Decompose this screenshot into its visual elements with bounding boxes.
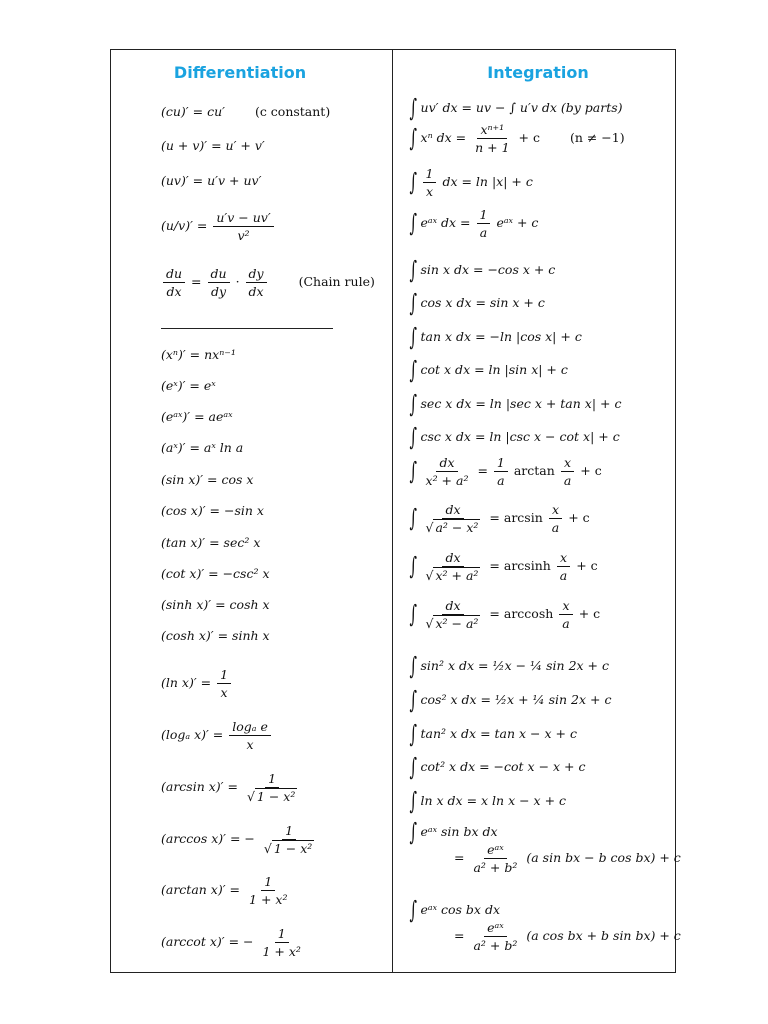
deriv-tan: (tan x)′ = sec² x	[161, 535, 261, 550]
integral-exp-cos-header: ∫ eᵃˣ cos bx dx	[409, 896, 501, 924]
integral-arcsin: ∫ $\frac{dx}{\text{√ a² − x²}}$ = arcsin $\frac{x}{a}$ + c	[409, 502, 590, 535]
differentiation-heading: Differentiation	[173, 63, 307, 82]
deriv-exp-ax: (eᵃˣ)′ = aeᵃˣ	[161, 409, 233, 424]
integral-exp-cos-result: = eᵃˣ a² + b² (a cos bx + b sin bx) + c	[454, 920, 681, 953]
deriv-exp: (eˣ)′ = eˣ	[161, 378, 216, 393]
integral-by-parts: ∫ uv′ dx = uv − ∫ u′v dx (by parts)	[409, 94, 623, 122]
rule-product: (uv)′ = u′v + uv′	[161, 173, 262, 188]
section-rule	[161, 328, 333, 329]
deriv-arccot: (arccot x)′ = − $\frac{1}{\text{1 + x²}}$	[161, 926, 301, 959]
rule-sum: (u + v)′ = u′ + v′	[161, 138, 265, 153]
deriv-sin: (sin x)′ = cos x	[161, 472, 254, 487]
integral-sec: ∫ sec x dx = ln |sec x + tan x| + c	[409, 390, 622, 418]
deriv-arctan: (arctan x)′ = $\frac{1}{\text{1 + x²}}$	[161, 874, 288, 907]
integral-arctan: ∫ $\frac{dx}{\text{x² + a²}}$ = $\frac{1}{a}$ arctan $\frac{x}{a}$ + c	[409, 455, 602, 488]
integral-ln: ∫ ln x dx = x ln x − x + c	[409, 787, 567, 815]
integral-cos-squared: ∫ cos² x dx = ½x + ¼ sin 2x + c	[409, 686, 612, 714]
integral-power: ∫ xⁿ dx = $\frac{\text{xⁿ⁺¹}}{n + 1}$ + c (n ≠ −1)	[409, 122, 625, 155]
column-divider	[392, 49, 393, 973]
integral-cot-squared: ∫ cot² x dx = −cot x − x + c	[409, 753, 586, 781]
deriv-cos: (cos x)′ = −sin x	[161, 503, 264, 518]
rule-quotient: (u/v)′ = $\frac{u'v - uv'}{\text{v²}}$	[161, 210, 276, 243]
integral-sin-squared: ∫ sin² x dx = ½x − ¼ sin 2x + c	[409, 652, 609, 680]
deriv-cosh: (cosh x)′ = sinh x	[161, 628, 270, 643]
integral-exp-sin-header: ∫ eᵃˣ sin bx dx	[409, 818, 498, 846]
deriv-sinh: (sinh x)′ = cosh x	[161, 597, 270, 612]
deriv-ln: (ln x)′ = $\frac{1}{x}$	[161, 667, 233, 700]
integral-tan: ∫ tan x dx = −ln |cos x| + c	[409, 323, 582, 351]
integral-cos: ∫ cos x dx = sin x + c	[409, 289, 545, 317]
deriv-log: (logₐ x)′ = $\frac{\text{logₐ e}}{x}$	[161, 719, 273, 752]
deriv-cot: (cot x)′ = −csc² x	[161, 566, 270, 581]
integral-csc: ∫ csc x dx = ln |csc x − cot x| + c	[409, 423, 620, 451]
integration-heading: Integration	[487, 63, 589, 82]
rule-constant-multiple: (cu)′ = cu′ (c constant)	[161, 104, 331, 119]
integral-cot: ∫ cot x dx = ln |sin x| + c	[409, 356, 568, 384]
integral-arcsinh: ∫ $\frac{dx}{\text{√ x² + a²}}$ = arcsinh $\frac{x}{a}$ + c	[409, 550, 598, 583]
deriv-power: (xⁿ)′ = nxⁿ⁻¹	[161, 347, 236, 362]
integral-sin: ∫ sin x dx = −cos x + c	[409, 256, 556, 284]
deriv-arcsin: (arcsin x)′ = $\frac{1}{\text{√ 1 − x²}}$	[161, 771, 296, 804]
deriv-arccos: (arccos x)′ = − $\frac{1}{\text{√ 1 − x²}}$	[161, 823, 313, 856]
integral-tan-squared: ∫ tan² x dx = tan x − x + c	[409, 720, 577, 748]
rule-chain: $\frac{du}{dx}$ = $\frac{du}{dy}$ · $\frac{dy}{dx}$ (Chain rule)	[161, 266, 375, 299]
deriv-a-power: (aˣ)′ = aˣ ln a	[161, 440, 244, 455]
integral-exp: ∫ eᵃˣ dx = $\frac{1}{a}$ eᵃˣ + c	[409, 207, 539, 240]
integral-arccosh: ∫ $\frac{dx}{\text{√ x² − a²}}$ = arccosh $\frac{x}{a}$ + c	[409, 598, 601, 631]
integral-inverse: ∫ $\frac{1}{x}$ dx = ln |x| + c	[409, 166, 533, 199]
integral-exp-sin-result: = eᵃˣ a² + b² (a sin bx − b cos bx) + c	[454, 842, 681, 875]
